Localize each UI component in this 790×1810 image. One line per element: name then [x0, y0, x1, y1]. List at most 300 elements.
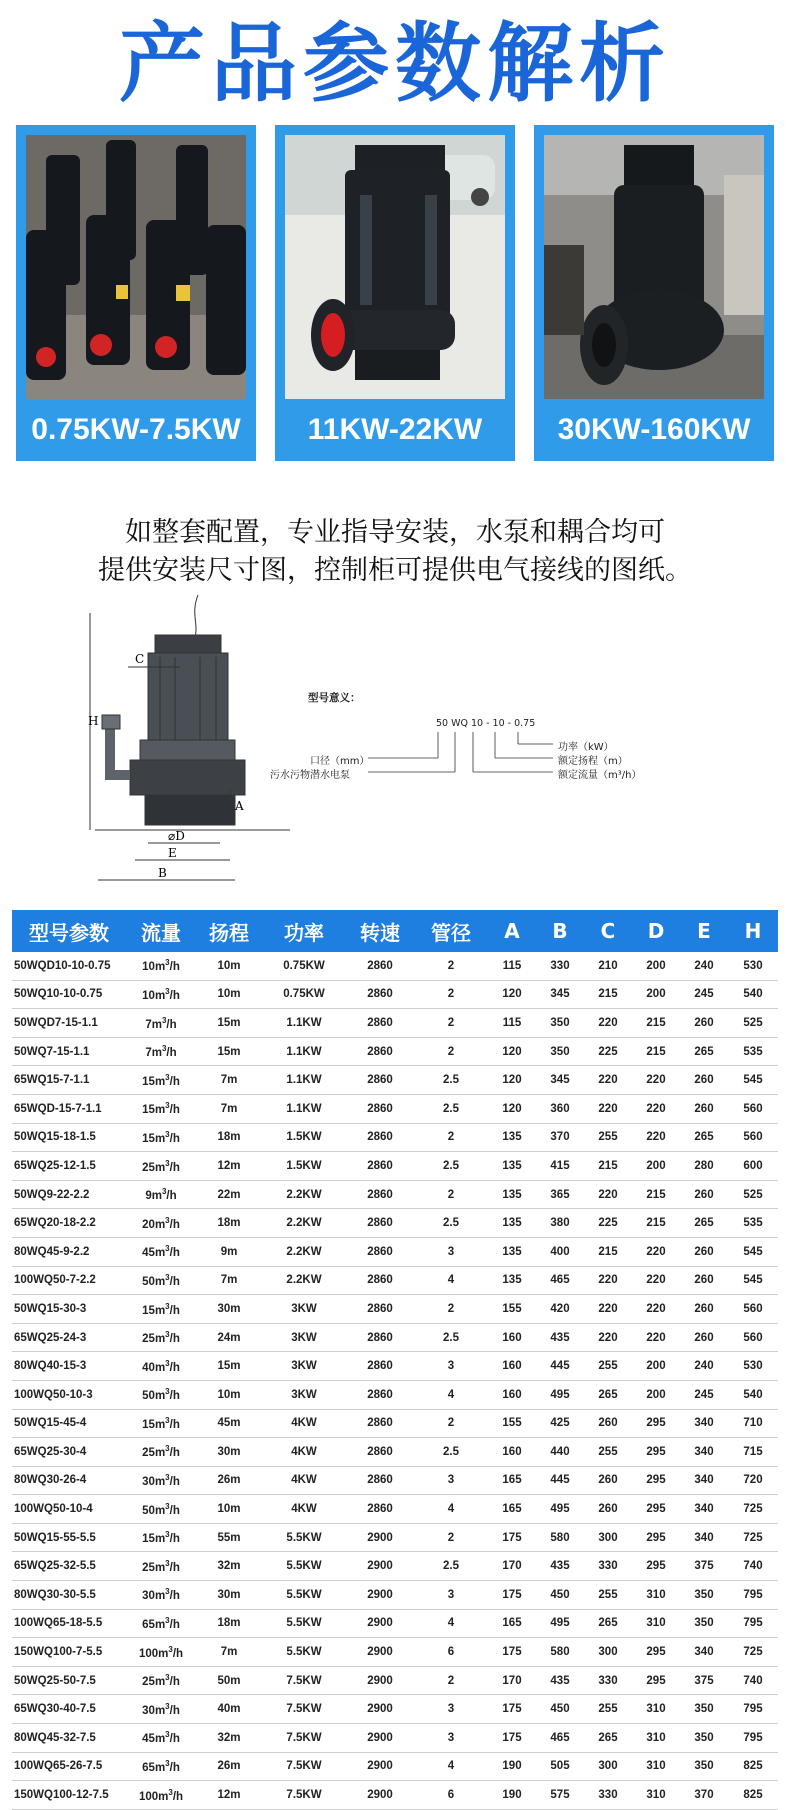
- pump-photo-medium: [285, 135, 505, 399]
- flow-unit-tail: /h: [169, 1676, 180, 1689]
- table-cell: 440: [536, 1438, 584, 1467]
- flow-cell: [126, 1295, 196, 1324]
- table-row: [12, 1066, 778, 1095]
- spec-table: [12, 910, 778, 1810]
- table-cell: 300: [584, 1638, 632, 1667]
- table-cell: 155: [488, 1295, 536, 1324]
- table-cell: 2.2KW: [262, 1266, 346, 1295]
- flow-unit-tail: /h: [166, 1189, 177, 1202]
- table-cell: 2: [414, 1409, 488, 1438]
- table-cell: 535: [728, 1037, 778, 1066]
- table-cell: 165: [488, 1466, 536, 1495]
- table-cell: 135: [488, 1123, 536, 1152]
- table-row: [12, 1266, 778, 1295]
- table-cell: 2.5: [414, 1066, 488, 1095]
- table-cell: 10m: [196, 952, 262, 980]
- table-cell: 7.5KW: [262, 1724, 346, 1753]
- table-cell: 18m: [196, 1209, 262, 1238]
- table-cell: 2: [414, 1037, 488, 1066]
- table-cell: 2860: [346, 1037, 414, 1066]
- table-cell: 2.2KW: [262, 1237, 346, 1266]
- flow-unit-tail: /h: [169, 1332, 180, 1345]
- table-cell: 220: [632, 1323, 680, 1352]
- table-cell: 370: [536, 1123, 584, 1152]
- table-cell: 80WQ40-15-3: [12, 1352, 126, 1381]
- flow-unit-exp: 3: [165, 1673, 170, 1683]
- flow-value: 100: [138, 1647, 159, 1660]
- table-cell: 7.5KW: [262, 1695, 346, 1724]
- model-heading: 型号意义：: [308, 692, 361, 704]
- table-row: [12, 1638, 778, 1667]
- table-cell: 135: [488, 1180, 536, 1209]
- table-cell: 2900: [346, 1552, 414, 1581]
- flow-value: 25: [142, 1161, 155, 1174]
- flow-unit: m: [154, 1561, 166, 1574]
- table-row: [12, 1724, 778, 1753]
- note-line-1: 如整套配置，专业指导安装，水泵和耦合均可: [125, 517, 665, 548]
- flow-unit-tail: /h: [169, 1590, 180, 1603]
- dim-label-d: ⌀D: [168, 829, 185, 843]
- flow-cell: [126, 1152, 196, 1181]
- table-cell: 530: [728, 1352, 778, 1381]
- table-cell: 2: [414, 1009, 488, 1038]
- table-cell: 2860: [346, 1409, 414, 1438]
- table-cell: 415: [536, 1152, 584, 1181]
- flow-cell: [126, 1266, 196, 1295]
- column-header: 功率: [262, 910, 346, 952]
- flow-value: 45: [142, 1247, 155, 1260]
- table-cell: 795: [728, 1581, 778, 1610]
- flow-value: 50: [142, 1390, 155, 1403]
- table-row: [12, 1695, 778, 1724]
- column-header: A: [488, 910, 536, 952]
- table-cell: 135: [488, 1237, 536, 1266]
- flow-unit-tail: /h: [172, 1647, 184, 1660]
- table-cell: 2900: [346, 1609, 414, 1638]
- table-row: [12, 1152, 778, 1181]
- flow-cell: [126, 1724, 196, 1753]
- flow-unit-tail: /h: [169, 1104, 180, 1117]
- flow-value: 15: [142, 1132, 155, 1145]
- table-cell: 1.5KW: [262, 1152, 346, 1181]
- flow-value: 20: [142, 1218, 155, 1231]
- flow-unit-exp: 3: [165, 1101, 170, 1111]
- flow-unit-tail: /h: [169, 961, 180, 974]
- table-cell: 215: [632, 1009, 680, 1038]
- table-cell: 400: [536, 1237, 584, 1266]
- flow-value: 30: [142, 1590, 155, 1603]
- table-cell: 295: [632, 1438, 680, 1467]
- table-cell: 50WQ15-45-4: [12, 1409, 126, 1438]
- flow-unit: m: [154, 1390, 166, 1403]
- table-cell: 330: [584, 1781, 632, 1810]
- table-row: [12, 1409, 778, 1438]
- table-cell: 215: [584, 980, 632, 1009]
- table-row: [12, 1123, 778, 1152]
- table-cell: 160: [488, 1380, 536, 1409]
- table-cell: 825: [728, 1752, 778, 1781]
- flow-unit-tail: /h: [169, 1247, 180, 1260]
- flow-unit-exp: 3: [165, 1072, 170, 1082]
- table-row: [12, 1523, 778, 1552]
- table-row: [12, 1237, 778, 1266]
- table-cell: 2: [414, 952, 488, 980]
- table-cell: 55m: [196, 1523, 262, 1552]
- table-cell: 575: [536, 1781, 584, 1810]
- table-cell: 795: [728, 1695, 778, 1724]
- model-code: 50 WQ 10 - 10 - 0.75: [436, 718, 536, 729]
- flow-value: 25: [142, 1676, 155, 1689]
- table-cell: 2.5: [414, 1209, 488, 1238]
- table-cell: 2860: [346, 1123, 414, 1152]
- table-cell: 300: [584, 1752, 632, 1781]
- table-cell: 215: [632, 1209, 680, 1238]
- table-cell: 5.5KW: [262, 1638, 346, 1667]
- flow-unit-exp: 3: [165, 1129, 170, 1139]
- table-cell: 450: [536, 1695, 584, 1724]
- column-header: B: [536, 910, 584, 952]
- table-cell: 220: [632, 1237, 680, 1266]
- pump-photo-small: [26, 135, 246, 399]
- flow-unit: m: [154, 1161, 166, 1174]
- table-row: [12, 1037, 778, 1066]
- table-cell: 220: [632, 1266, 680, 1295]
- table-cell: 350: [680, 1724, 728, 1753]
- table-cell: 1.1KW: [262, 1066, 346, 1095]
- table-cell: 2860: [346, 1495, 414, 1524]
- table-cell: 220: [584, 1009, 632, 1038]
- flow-cell: [126, 1180, 196, 1209]
- table-cell: 135: [488, 1209, 536, 1238]
- model-meaning: [270, 688, 708, 798]
- table-cell: 155: [488, 1409, 536, 1438]
- table-cell: 340: [680, 1409, 728, 1438]
- table-cell: 375: [680, 1666, 728, 1695]
- table-cell: 175: [488, 1724, 536, 1753]
- flow-unit-tail: /h: [166, 1018, 177, 1031]
- table-cell: 50WQ9-22-2.2: [12, 1180, 126, 1209]
- table-cell: 190: [488, 1781, 536, 1810]
- table-cell: 10m: [196, 1380, 262, 1409]
- table-cell: 795: [728, 1724, 778, 1753]
- flow-cell: [126, 1209, 196, 1238]
- flow-unit: m: [154, 1247, 166, 1260]
- table-cell: 350: [680, 1752, 728, 1781]
- table-cell: 7m: [196, 1266, 262, 1295]
- table-cell: 260: [680, 1237, 728, 1266]
- table-cell: 50WQ15-55-5.5: [12, 1523, 126, 1552]
- flow-unit-tail: /h: [169, 1447, 180, 1460]
- table-row: [12, 1180, 778, 1209]
- flow-unit-tail: /h: [169, 1704, 180, 1717]
- table-cell: 135: [488, 1266, 536, 1295]
- flow-unit-tail: /h: [169, 989, 180, 1002]
- table-cell: 2860: [346, 1009, 414, 1038]
- table-cell: 450: [536, 1581, 584, 1610]
- flow-unit-exp: 3: [165, 1358, 170, 1368]
- table-cell: 295: [632, 1523, 680, 1552]
- table-cell: 115: [488, 952, 536, 980]
- photo-caption-medium: 11KW-22KW: [307, 413, 483, 446]
- flow-unit: m: [154, 1218, 166, 1231]
- table-row: [12, 1295, 778, 1324]
- table-cell: 530: [728, 952, 778, 980]
- table-cell: 255: [584, 1581, 632, 1610]
- table-cell: 80WQ45-9-2.2: [12, 1237, 126, 1266]
- table-row: [12, 1438, 778, 1467]
- table-cell: 245: [680, 1380, 728, 1409]
- flow-cell: [126, 1323, 196, 1352]
- flow-unit: m: [154, 1618, 166, 1631]
- table-cell: 120: [488, 1037, 536, 1066]
- table-cell: 120: [488, 980, 536, 1009]
- flow-unit: m: [154, 1104, 166, 1117]
- table-cell: 380: [536, 1209, 584, 1238]
- table-cell: 505: [536, 1752, 584, 1781]
- flow-unit-exp: 3: [165, 1616, 170, 1626]
- table-cell: 215: [584, 1237, 632, 1266]
- table-cell: 540: [728, 980, 778, 1009]
- flow-unit-exp: 3: [165, 1272, 170, 1282]
- table-cell: 2.5: [414, 1152, 488, 1181]
- flow-cell: [126, 1466, 196, 1495]
- flow-value: 65: [142, 1618, 155, 1631]
- note-line-2: 提供安装尺寸图，控制柜可提供电气接线的图纸。: [98, 555, 692, 586]
- table-cell: 295: [632, 1409, 680, 1438]
- flow-unit-exp: 3: [165, 1444, 170, 1454]
- table-row: [12, 1352, 778, 1381]
- flow-unit-exp: 3: [165, 1301, 170, 1311]
- table-cell: 220: [632, 1066, 680, 1095]
- flow-unit-exp: 3: [165, 1701, 170, 1711]
- table-cell: 2860: [346, 980, 414, 1009]
- table-cell: 3: [414, 1352, 488, 1381]
- table-cell: 80WQ30-30-5.5: [12, 1581, 126, 1610]
- flow-value: 9: [145, 1189, 152, 1202]
- table-cell: 340: [680, 1438, 728, 1467]
- table-cell: 175: [488, 1638, 536, 1667]
- flow-unit: m: [154, 1676, 166, 1689]
- table-cell: 170: [488, 1552, 536, 1581]
- table-row: [12, 1094, 778, 1123]
- table-cell: 5.5KW: [262, 1552, 346, 1581]
- flow-unit-tail: /h: [169, 1761, 180, 1774]
- table-cell: 260: [584, 1466, 632, 1495]
- table-cell: 30m: [196, 1295, 262, 1324]
- table-cell: 495: [536, 1380, 584, 1409]
- table-cell: 80WQ45-32-7.5: [12, 1724, 126, 1753]
- table-row: [12, 1581, 778, 1610]
- flow-unit-tail: /h: [169, 1161, 180, 1174]
- table-cell: 2.2KW: [262, 1209, 346, 1238]
- table-cell: 345: [536, 1066, 584, 1095]
- flow-unit-exp: 3: [165, 1387, 170, 1397]
- table-cell: 260: [680, 1009, 728, 1038]
- flow-value: 15: [142, 1075, 155, 1088]
- table-cell: 525: [728, 1009, 778, 1038]
- flow-cell: [126, 1666, 196, 1695]
- flow-cell: [126, 1523, 196, 1552]
- table-cell: 7.5KW: [262, 1666, 346, 1695]
- pump-photo-large: [544, 135, 764, 399]
- table-cell: 100WQ50-10-3: [12, 1380, 126, 1409]
- table-cell: 160: [488, 1323, 536, 1352]
- table-cell: 10m: [196, 980, 262, 1009]
- table-cell: 465: [536, 1266, 584, 1295]
- table-cell: 2.5: [414, 1552, 488, 1581]
- flow-unit-tail: /h: [169, 1361, 180, 1374]
- table-cell: 560: [728, 1323, 778, 1352]
- flow-unit: m: [151, 1018, 162, 1031]
- table-cell: 50WQ10-10-0.75: [12, 980, 126, 1009]
- flow-unit-exp: 3: [165, 1215, 170, 1225]
- table-cell: 260: [680, 1066, 728, 1095]
- table-cell: 18m: [196, 1123, 262, 1152]
- flow-unit-tail: /h: [169, 1275, 180, 1288]
- column-header: 流量: [126, 910, 196, 952]
- table-cell: 190: [488, 1752, 536, 1781]
- table-cell: 265: [584, 1724, 632, 1753]
- table-cell: 6: [414, 1781, 488, 1810]
- table-cell: 260: [680, 1323, 728, 1352]
- column-header: 管径: [414, 910, 488, 952]
- table-cell: 310: [632, 1724, 680, 1753]
- flow-unit-exp: 3: [165, 1244, 170, 1254]
- table-cell: 1.1KW: [262, 1037, 346, 1066]
- table-cell: 65WQ25-32-5.5: [12, 1552, 126, 1581]
- table-row: [12, 1552, 778, 1581]
- table-cell: 365: [536, 1180, 584, 1209]
- table-cell: 295: [632, 1495, 680, 1524]
- table-cell: 6: [414, 1638, 488, 1667]
- flow-unit-tail: /h: [169, 1390, 180, 1403]
- flow-cell: [126, 1695, 196, 1724]
- table-cell: 600: [728, 1152, 778, 1181]
- table-cell: 240: [680, 952, 728, 980]
- table-cell: 4: [414, 1495, 488, 1524]
- flow-unit-tail: /h: [169, 1132, 180, 1145]
- product-photos: [16, 125, 774, 461]
- table-cell: 2860: [346, 1352, 414, 1381]
- flow-unit: m: [154, 1761, 166, 1774]
- table-cell: 295: [632, 1666, 680, 1695]
- flow-cell: [126, 1438, 196, 1467]
- page-title: 产品参数解析: [119, 14, 671, 114]
- table-cell: 2.2KW: [262, 1180, 346, 1209]
- table-cell: 300: [584, 1523, 632, 1552]
- table-cell: 525: [728, 1180, 778, 1209]
- table-cell: 260: [584, 1409, 632, 1438]
- table-cell: 3: [414, 1581, 488, 1610]
- table-row: [12, 952, 778, 980]
- table-header-row: [12, 910, 778, 952]
- table-cell: 220: [632, 1123, 680, 1152]
- table-cell: 495: [536, 1495, 584, 1524]
- table-cell: 375: [680, 1552, 728, 1581]
- flow-cell: [126, 1609, 196, 1638]
- photo-card-small: [16, 125, 256, 461]
- flow-cell: [126, 1237, 196, 1266]
- table-cell: 350: [536, 1009, 584, 1038]
- table-cell: 560: [728, 1094, 778, 1123]
- dim-label-c: C: [135, 652, 145, 666]
- table-cell: 295: [632, 1638, 680, 1667]
- table-cell: 215: [632, 1180, 680, 1209]
- flow-unit-tail: /h: [169, 1304, 180, 1317]
- table-cell: 4KW: [262, 1438, 346, 1467]
- table-cell: 2860: [346, 1209, 414, 1238]
- table-cell: 260: [680, 1266, 728, 1295]
- table-cell: 115: [488, 1009, 536, 1038]
- table-cell: 0.75KW: [262, 952, 346, 980]
- table-cell: 465: [536, 1724, 584, 1753]
- table-cell: 560: [728, 1123, 778, 1152]
- table-cell: 2860: [346, 1066, 414, 1095]
- table-cell: 30m: [196, 1438, 262, 1467]
- table-cell: 360: [536, 1094, 584, 1123]
- table-cell: 2: [414, 1523, 488, 1552]
- table-cell: 255: [584, 1695, 632, 1724]
- table-cell: 725: [728, 1495, 778, 1524]
- photo-card-large: [534, 125, 774, 461]
- table-cell: 100WQ50-7-2.2: [12, 1266, 126, 1295]
- flow-unit-exp: 3: [165, 1558, 170, 1568]
- flow-unit-tail: /h: [169, 1075, 180, 1088]
- flow-value: 45: [142, 1733, 155, 1746]
- table-cell: 170: [488, 1666, 536, 1695]
- table-cell: 330: [536, 952, 584, 980]
- table-cell: 220: [584, 1295, 632, 1324]
- table-row: [12, 1323, 778, 1352]
- column-header: H: [728, 910, 778, 952]
- table-cell: 350: [536, 1037, 584, 1066]
- table-cell: 330: [584, 1552, 632, 1581]
- table-row: [12, 1781, 778, 1810]
- table-cell: 100WQ65-18-5.5: [12, 1609, 126, 1638]
- table-cell: 15m: [196, 1037, 262, 1066]
- table-cell: 260: [680, 1094, 728, 1123]
- table-cell: 100WQ65-26-7.5: [12, 1752, 126, 1781]
- table-cell: 560: [728, 1295, 778, 1324]
- dim-label-e: E: [168, 846, 177, 860]
- installation-note: [0, 514, 790, 590]
- flow-value: 30: [142, 1475, 155, 1488]
- flow-unit-exp: 3: [165, 1473, 170, 1483]
- table-cell: 50m: [196, 1666, 262, 1695]
- table-cell: 425: [536, 1409, 584, 1438]
- table-cell: 50WQ25-50-7.5: [12, 1666, 126, 1695]
- table-cell: 65WQD-15-7-1.1: [12, 1094, 126, 1123]
- flow-value: 50: [142, 1275, 155, 1288]
- table-cell: 65WQ15-7-1.1: [12, 1066, 126, 1095]
- table-cell: 4KW: [262, 1495, 346, 1524]
- model-pump: 污水污物潜水电泵: [270, 770, 350, 781]
- pump-dimension-diagram: [90, 595, 270, 895]
- table-row: [12, 1666, 778, 1695]
- table-cell: 545: [728, 1066, 778, 1095]
- table-cell: 3KW: [262, 1352, 346, 1381]
- table-cell: 200: [632, 1380, 680, 1409]
- table-cell: 220: [584, 1094, 632, 1123]
- table-cell: 200: [632, 1152, 680, 1181]
- table-cell: 255: [584, 1123, 632, 1152]
- table-cell: 2900: [346, 1581, 414, 1610]
- photo-caption-small: 0.75KW-7.5KW: [31, 413, 241, 446]
- flow-cell: [126, 1066, 196, 1095]
- flow-cell: [126, 980, 196, 1009]
- flow-unit: m: [151, 1046, 162, 1059]
- flow-value: 10: [142, 961, 155, 974]
